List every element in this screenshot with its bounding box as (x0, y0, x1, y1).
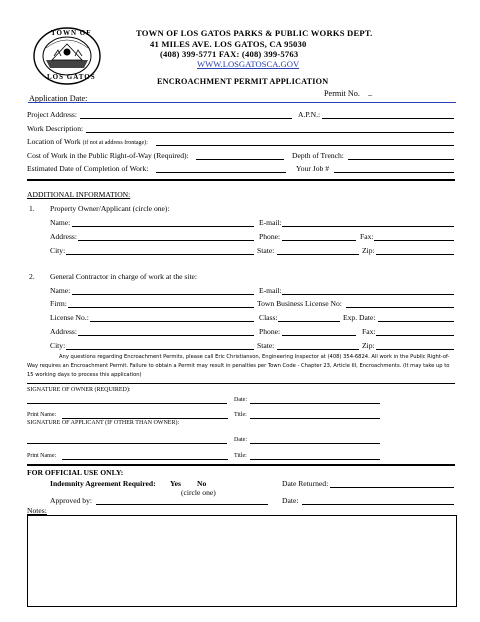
owner-date-field[interactable] (250, 403, 380, 404)
permit-no-label: Permit No. (324, 89, 360, 98)
indemnity-label: Indemnity Agreement Required: (50, 479, 156, 488)
depth-field[interactable] (348, 159, 454, 160)
applicant-date-field[interactable] (250, 443, 380, 444)
owner-phone-label: Phone: (259, 232, 281, 241)
contractor-name-label: Name: (50, 286, 71, 295)
project-address-label: Project Address: (27, 110, 77, 119)
contractor-city-field[interactable] (66, 349, 254, 350)
official-date-label: Date: (282, 496, 299, 505)
header-divider (28, 102, 456, 103)
owner-signature-field[interactable] (27, 403, 227, 404)
logo-text-bottom: LOS GATOS (47, 73, 96, 81)
location-field[interactable] (156, 145, 454, 146)
owner-state-field[interactable] (277, 254, 359, 255)
owner-state-label: State: (257, 246, 275, 255)
contractor-fax-field[interactable] (376, 335, 454, 336)
indemnity-yes-option[interactable]: Yes (170, 479, 181, 488)
work-description-label: Work Description: (27, 124, 84, 133)
form-title: ENCROACHMENT PERMIT APPLICATION (157, 77, 329, 86)
owner-fax-label: Fax: (360, 232, 374, 241)
application-date-label: Application Date: (29, 94, 88, 103)
department-phone-fax: (408) 399-5771 FAX: (408) 399-5763 (160, 49, 299, 59)
license-no-label: License No.: (50, 313, 89, 322)
contractor-phone-field[interactable] (282, 335, 356, 336)
additional-info-heading: ADDITIONAL INFORMATION: (27, 190, 131, 199)
approved-by-label: Approved by: (50, 496, 92, 505)
applicant-title-field[interactable] (250, 459, 380, 460)
contractor-email-field[interactable] (282, 294, 454, 295)
date-returned-field[interactable] (330, 487, 454, 488)
applicant-date-label: Date: (234, 437, 247, 443)
owner-address-field[interactable] (78, 240, 254, 241)
official-date-field[interactable] (302, 504, 454, 505)
cost-field[interactable] (196, 159, 284, 160)
department-address: 41 MILES AVE. LOS GATOS, CA 95030 (150, 39, 307, 49)
approved-by-field[interactable] (96, 504, 268, 505)
class-field[interactable] (278, 321, 340, 322)
owner-title-label: Title: (234, 412, 247, 418)
job-number-label: Your Job # (296, 164, 329, 173)
location-label-text: Location of Work (27, 137, 81, 146)
contractor-address-label: Address: (50, 327, 77, 336)
applicant-print-name-field[interactable] (62, 459, 228, 460)
contractor-firm-field[interactable] (68, 307, 254, 308)
work-description-field[interactable] (86, 132, 454, 133)
contractor-email-label: E-mail: (259, 286, 282, 295)
owner-fax-field[interactable] (374, 240, 454, 241)
owner-zip-label: Zip: (362, 246, 375, 255)
contractor-fax-label: Fax: (362, 327, 376, 336)
class-label: Class: (259, 313, 278, 322)
location-note: (if not at address frontage): (82, 140, 148, 146)
contractor-city-label: City: (50, 341, 66, 350)
location-label (27, 137, 148, 146)
owner-print-name-field[interactable] (62, 418, 228, 419)
exp-date-label: Exp. Date: (343, 313, 376, 322)
contractor-number: 2. (29, 272, 35, 281)
contractor-address-field[interactable] (78, 335, 254, 336)
notice-text: Any questions regarding Encroachment Permits, please call Eric Christianson, Engineering Inspector at (408) 354-6824. All work in the Public Right-of-Way requires an Encroachment Permit. Failure to obtain a Permit may result in penalties per Town Code - Chapter 23, Article III, Encroachments. (It may take up to 15 working days to process this application) (27, 354, 450, 378)
owner-city-field[interactable] (66, 254, 254, 255)
date-returned-label: Date Returned: (282, 479, 329, 488)
circle-one-note: (circle one) (181, 488, 216, 497)
permit-no-value[interactable]: _ (368, 88, 373, 97)
owner-email-field[interactable] (282, 226, 454, 227)
logo-text-top: TOWN OF (51, 29, 92, 37)
estimated-date-field[interactable] (156, 172, 286, 173)
contractor-firm-label: Firm: (50, 299, 67, 308)
owner-number: 1. (29, 204, 35, 213)
contractor-phone-label: Phone: (259, 327, 281, 336)
owner-zip-field[interactable] (376, 254, 454, 255)
notes-box[interactable] (27, 515, 457, 607)
owner-date-label: Date: (234, 397, 247, 403)
notes-label: Notes: (27, 506, 47, 515)
owner-signature-label: SIGNATURE OF OWNER (REQUIRED): (27, 387, 131, 393)
job-number-field[interactable] (334, 172, 454, 173)
contractor-zip-label: Zip: (362, 341, 375, 350)
indemnity-no-option[interactable]: No (197, 479, 207, 488)
owner-city-label: City: (50, 246, 66, 255)
owner-name-label: Name: (50, 218, 71, 227)
owner-email-label: E-mail: (259, 218, 282, 227)
owner-section-title: Property Owner/Applicant (circle one): (50, 204, 170, 213)
official-use-heading: FOR OFFICIAL USE ONLY: (27, 468, 124, 477)
license-no-field[interactable] (90, 321, 254, 322)
applicant-title-label: Title: (234, 453, 247, 459)
contractor-name-field[interactable] (72, 294, 254, 295)
cost-label: Cost of Work in the Public Right-of-Way (Required): (27, 151, 189, 160)
contractor-zip-field[interactable] (376, 349, 454, 350)
section-divider-3 (27, 464, 455, 466)
contractor-section-title: General Contractor in charge of work at the site: (50, 272, 198, 281)
applicant-print-name-label: Print Name: (27, 453, 57, 459)
owner-address-label: Address: (50, 232, 77, 241)
applicant-signature-label: SIGNATURE OF APPLICANT (IF OTHER THAN OWNER): (27, 420, 180, 426)
contractor-state-label: State: (257, 341, 275, 350)
section-divider-1 (27, 179, 455, 181)
department-name: TOWN OF LOS GATOS PARKS & PUBLIC WORKS DEPT. (136, 28, 373, 38)
business-license-field[interactable] (346, 307, 454, 308)
section-divider-2 (27, 383, 455, 384)
apn-label: A.P.N.: (298, 110, 321, 119)
applicant-signature-field[interactable] (27, 443, 227, 444)
owner-name-field[interactable] (72, 226, 254, 227)
apn-field[interactable] (322, 118, 454, 119)
owner-print-name-label: Print Name: (27, 412, 57, 418)
depth-label: Depth of Trench: (292, 151, 344, 160)
business-license-label: Town Business License No: (257, 299, 342, 308)
owner-title-field[interactable] (250, 418, 380, 419)
project-address-field[interactable] (80, 118, 292, 119)
exp-date-field[interactable] (378, 321, 454, 322)
contractor-state-field[interactable] (277, 349, 359, 350)
owner-phone-field[interactable] (282, 240, 356, 241)
estimated-date-label: Estimated Date of Completion of Work: (27, 164, 149, 173)
website-link[interactable]: WWW.LOSGATOSCA.GOV (197, 59, 300, 69)
